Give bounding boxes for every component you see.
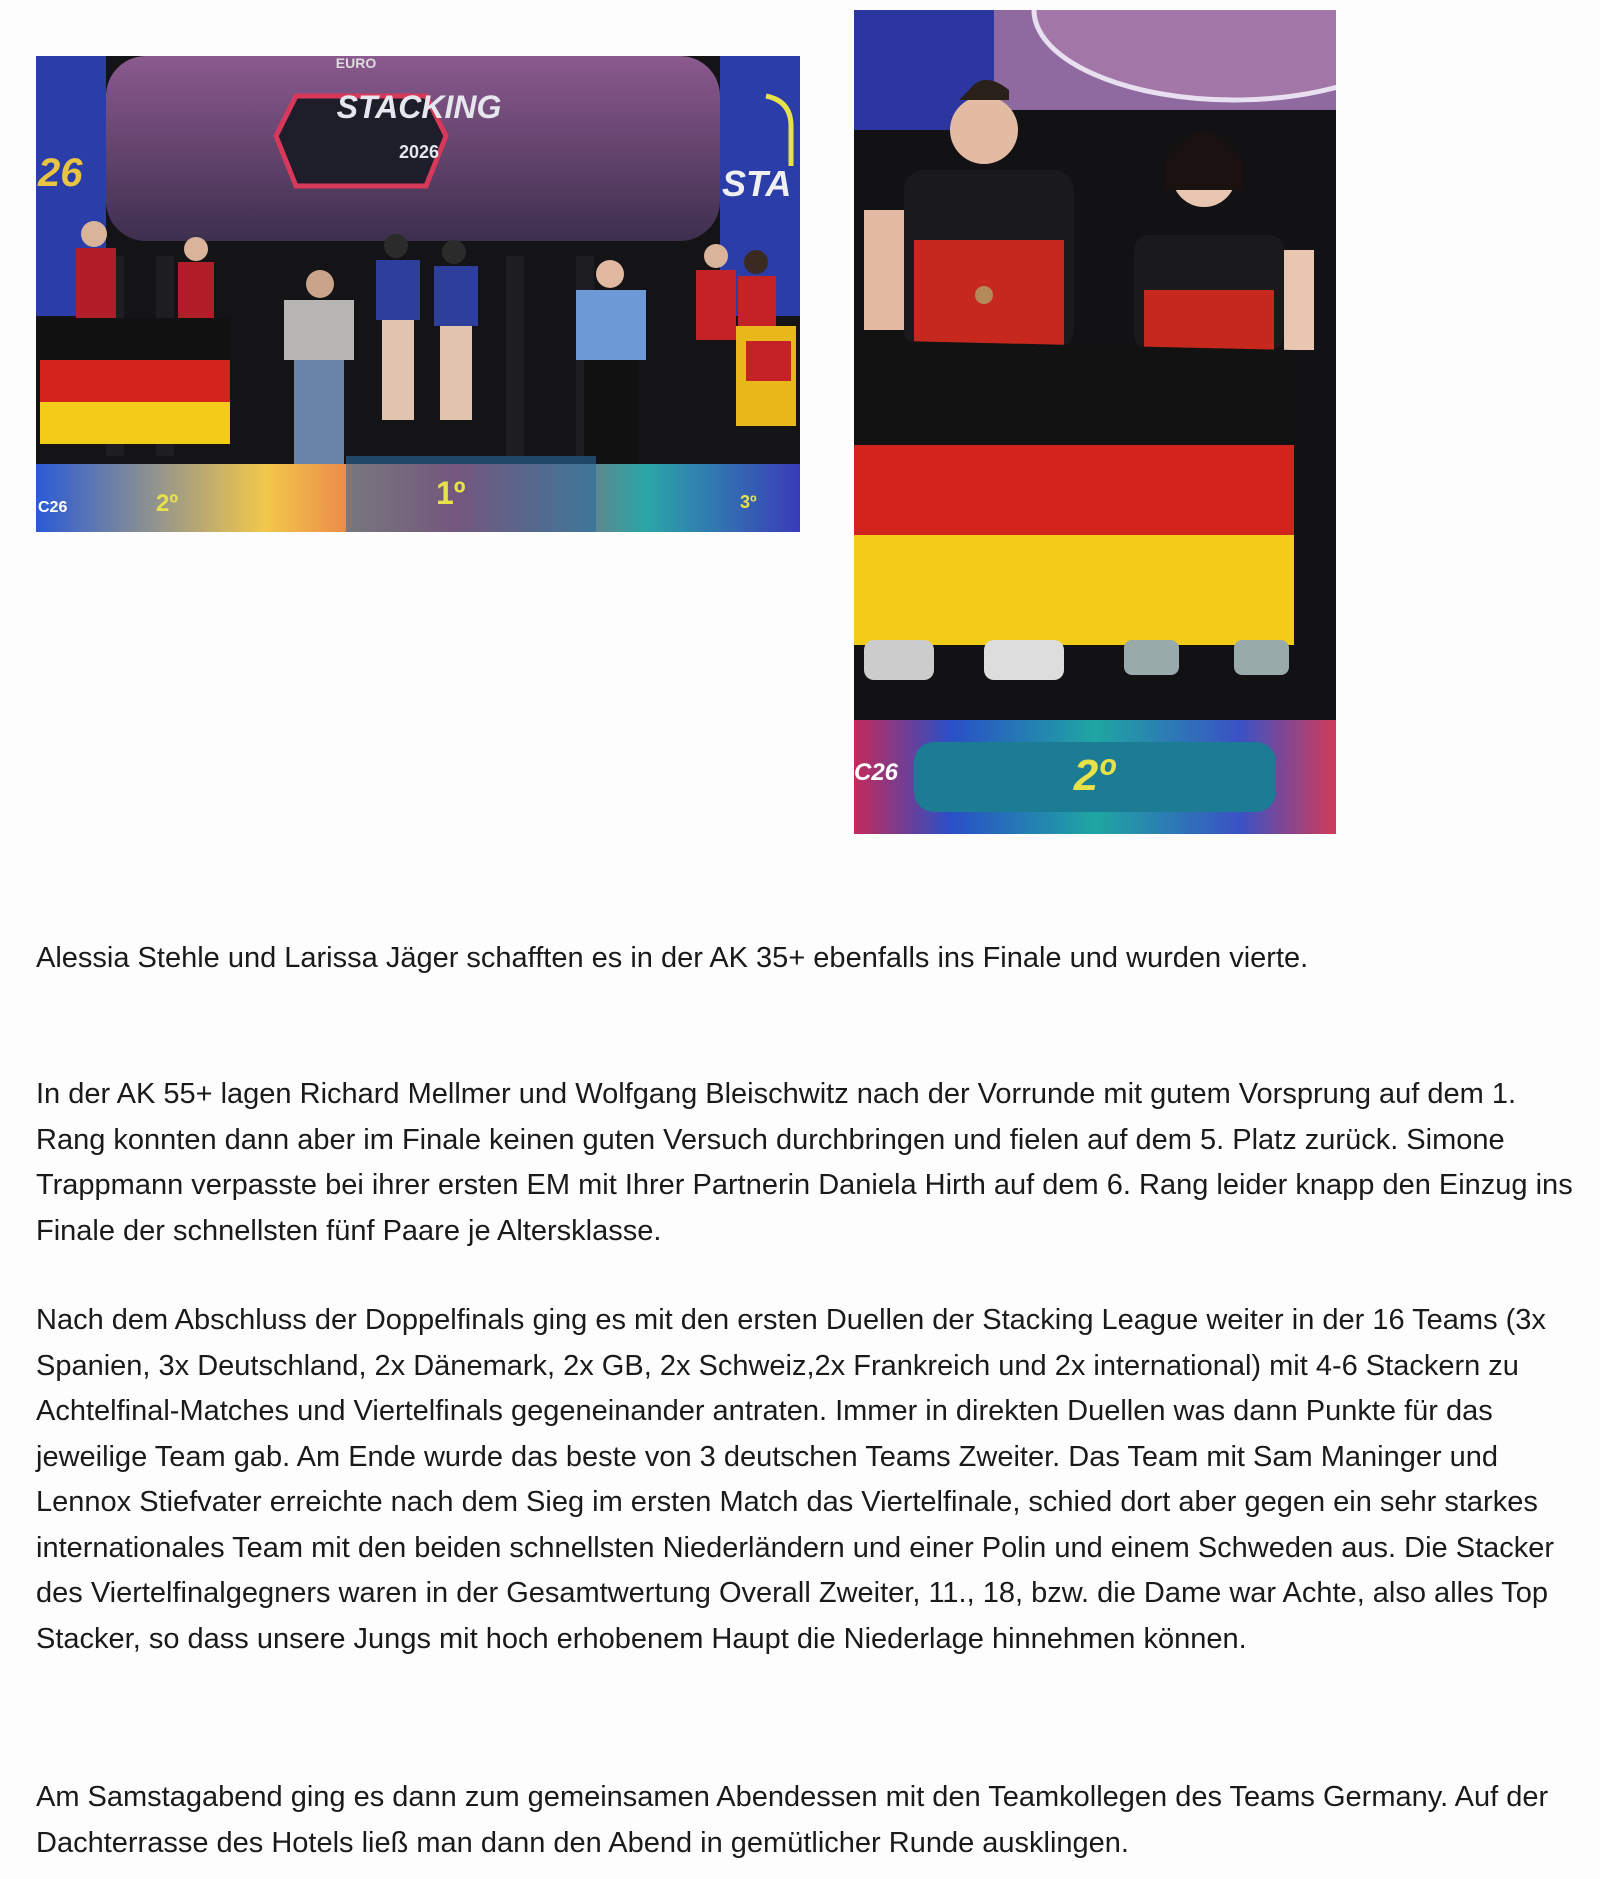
place-first-label: 1º: [436, 475, 466, 511]
german-flag: [854, 340, 1294, 645]
banner-small-text: EURO: [335, 56, 377, 71]
podium-tag: C26: [38, 499, 68, 516]
place-second-label: 2º: [156, 490, 179, 517]
place-label: 2º: [1073, 751, 1115, 800]
podium-photo: [36, 56, 800, 532]
paragraph-ak35: Alessia Stehle und Larissa Jäger schafften es in der AK 35+ ebenfalls ins Finale und wurden vierte.: [36, 942, 1309, 974]
paragraph-stacking-league: Nach dem Abschluss der Doppelfinals ging es mit den ersten Duellen der Stacking League weiter in der 16 Teams (3x Spanien, 3x Deutschland, 2x Dänemark, 2x GB, 2x Schweiz,2x Frankreich und 2x international) mit 4-6 Stackern zu Achtelfinal-Matches und Viertelfinals gegeneinander antraten. Immer in direkten Duellen was dann Punkte für das jeweilige Team gab. Am Ende wurde das beste von 3 deutschen Teams Zweiter. Das Team mit Sam Maninger und Lennox Stiefvater erreichte nach dem Sieg im ersten Match das Viertelfinale, schied dort aber gegen ein sehr starkes internationales Team mit den beiden schnellsten Niederländern und einer Polin und einem Schweden aus. Die Stacker des Viertelfinalgegners waren in der Gesamtwertung Overall Zweiter, 11., 18, bzw. die Dame war Achte, also alles Top Stacker, so dass unsere Jungs mit hoch erhobenem Haupt die Niederlage hinnehmen können.: [36, 1304, 1555, 1655]
place-third-label: 3º: [740, 492, 757, 512]
left-screen-fragment: 26: [38, 151, 83, 195]
german-flag-left: [40, 318, 230, 444]
paragraph-ak55: In der AK 55+ lagen Richard Mellmer und Wolfgang Bleischwitz nach der Vorrunde mit gutem Vorsprung auf dem 1. Rang konnten dann aber im Finale keinen guten Versuch durchbringen und fielen auf dem 5. Platz zurück. Simone Trappmann verpasste bei ihrer ersten EM mit Ihrer Partnerin Daniela Hirth auf dem 6. Rang leider knapp den Einzug ins Finale der schnellsten fünf Paare je Altersklasse.: [36, 1078, 1573, 1247]
right-screen-fragment: STA: [722, 163, 792, 204]
podium-tag: C26: [854, 759, 899, 786]
podium: [36, 456, 800, 532]
second-place-photo: [854, 10, 1336, 834]
podium-front: [854, 720, 1336, 834]
paragraph-saturday-dinner: Am Samstagabend ging es dann zum gemeinsamen Abendessen mit den Teamkollegen des Teams Germany. Auf der Dachterrasse des Hotels ließ man dann den Abend in gemütlicher Runde ausklingen.: [36, 1781, 1549, 1859]
banner-year: 2026: [398, 142, 440, 162]
banner-title: STACKING: [336, 89, 502, 125]
